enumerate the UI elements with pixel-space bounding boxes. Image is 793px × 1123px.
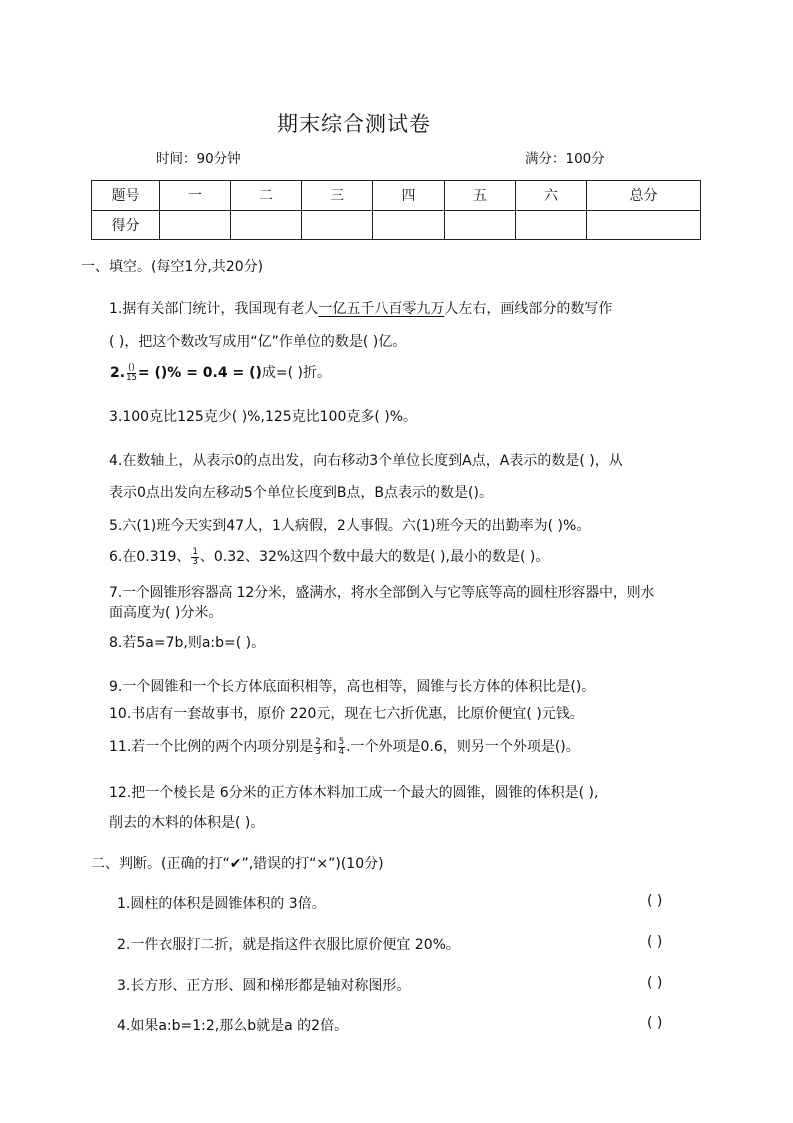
question-4-line2: 表示0点出发向左移动5个单位长度到B点，B点表示的数是()。 xyxy=(109,485,493,501)
answer-paren[interactable]: ( ) xyxy=(647,893,663,909)
text: 2. xyxy=(110,365,126,381)
fraction-denominator: 3 xyxy=(315,746,321,757)
score-cell[interactable] xyxy=(516,210,587,240)
question-8: 8.若5a=7b,则a:b=( )。 xyxy=(109,635,266,651)
table-cell: 题号 xyxy=(92,181,160,211)
question-12-line1: 12.把一个棱长是 6分米的正方体木料加工成一个最大的圆锥，圆锥的体积是( ), xyxy=(109,785,599,801)
text: 1.据有关部门统计，我国现有老人 xyxy=(109,301,319,317)
text: = ()% = 0.4 = () xyxy=(137,365,262,381)
fraction xyxy=(191,548,198,567)
page-title: 期末综合测试卷 xyxy=(277,112,431,136)
question-6 xyxy=(109,546,549,567)
table-cell: 四 xyxy=(373,181,445,211)
text: 11.若一个比例的两个内项分别是 xyxy=(109,739,314,755)
table-cell: 五 xyxy=(445,181,516,211)
text: 成=( )折。 xyxy=(261,365,331,381)
score-table xyxy=(91,180,701,240)
text: .一个外项是0.6，则另一个外项是()。 xyxy=(346,739,580,755)
text: 人左右，画线部分的数写作 xyxy=(444,301,613,317)
fraction-denominator: 3 xyxy=(192,556,198,567)
underlined-text: 一亿五千八百零九万 xyxy=(318,301,445,317)
score-cell[interactable] xyxy=(587,210,701,240)
table-cell: 总分 xyxy=(587,181,701,211)
score-cell[interactable] xyxy=(373,210,445,240)
question-3: 3.100克比125克少( )%,125克比100克多( )%。 xyxy=(109,409,418,425)
exam-time: 时间：90分钟 xyxy=(156,151,241,167)
score-cell[interactable] xyxy=(231,210,302,240)
fraction xyxy=(126,364,137,383)
question-10: 10.书店有一套故事书，原价 220元，现在七六折优惠，比原价便宜( )元钱。 xyxy=(109,706,584,722)
judge-item-2: 2.一件衣服打二折，就是指这件衣服比原价便宜 20%。 xyxy=(117,937,460,953)
question-7-line1: 7.一个圆锥形容器高 12分米，盛满水，将水全部倒入与它等底等高的圆柱形容器中，则水 xyxy=(109,585,655,601)
question-5: 5.六(1)班今天实到47人，1人病假，2人事假。六(1)班今天的出勤率为( )%。 xyxy=(109,518,591,534)
question-2 xyxy=(110,362,331,383)
table-cell: 三 xyxy=(302,181,373,211)
judge-item-4: 4.如果a:b=1:2,那么b就是a 的2倍。 xyxy=(117,1018,349,1034)
answer-paren[interactable]: ( ) xyxy=(647,975,663,991)
table-cell: 二 xyxy=(231,181,302,211)
question-1-line2: ( )，把这个数改写成用“亿”作单位的数是( )亿。 xyxy=(109,334,407,350)
fraction-numerator: 1 xyxy=(192,546,198,557)
score-cell[interactable] xyxy=(445,210,516,240)
fraction-numerator: 5 xyxy=(338,736,345,747)
text: 和 xyxy=(322,739,337,755)
question-9: 9.一个圆锥和一个长方体底面积相等，高也相等，圆锥与长方体的体积比是()。 xyxy=(109,679,596,695)
score-cell[interactable] xyxy=(302,210,373,240)
table-row xyxy=(92,181,701,211)
judge-item-1: 1.圆柱的体积是圆锥体积的 3倍。 xyxy=(117,896,326,912)
judge-item-3: 3.长方形、正方形、圆和梯形都是轴对称图形。 xyxy=(117,978,411,994)
text: 、0.32、32%这四个数中最大的数是( ),最小的数是( )。 xyxy=(199,549,550,565)
question-11 xyxy=(109,736,580,757)
question-1-line1 xyxy=(109,298,612,318)
table-cell: 得分 xyxy=(92,210,160,240)
fraction xyxy=(314,738,321,757)
fraction xyxy=(338,738,345,757)
fraction-numerator: () xyxy=(128,362,135,373)
answer-paren[interactable]: ( ) xyxy=(647,934,663,950)
answer-paren[interactable]: ( ) xyxy=(647,1015,663,1031)
section-heading: 一、填空。(每空1分,共20分) xyxy=(81,259,264,275)
table-cell: 六 xyxy=(516,181,587,211)
section-heading: 二、判断。(正确的打“✔”,错误的打“×”)(10分) xyxy=(91,856,384,872)
question-12-line2: 削去的木料的体积是( )。 xyxy=(109,815,265,831)
table-row xyxy=(92,210,701,240)
question-7-line2: 面高度为( )分米。 xyxy=(109,605,223,621)
question-4-line1: 4.在数轴上，从表示0的点出发，向右移动3个单位长度到A点，A表示的数是( )，从 xyxy=(109,453,623,469)
fraction-denominator: 15 xyxy=(126,372,137,383)
fraction-denominator: 4 xyxy=(338,746,345,757)
full-score: 满分：100分 xyxy=(525,151,605,167)
table-cell: 一 xyxy=(160,181,231,211)
fraction-numerator: 2 xyxy=(315,736,321,747)
score-cell[interactable] xyxy=(160,210,231,240)
text: 6.在0.319、 xyxy=(109,549,191,565)
